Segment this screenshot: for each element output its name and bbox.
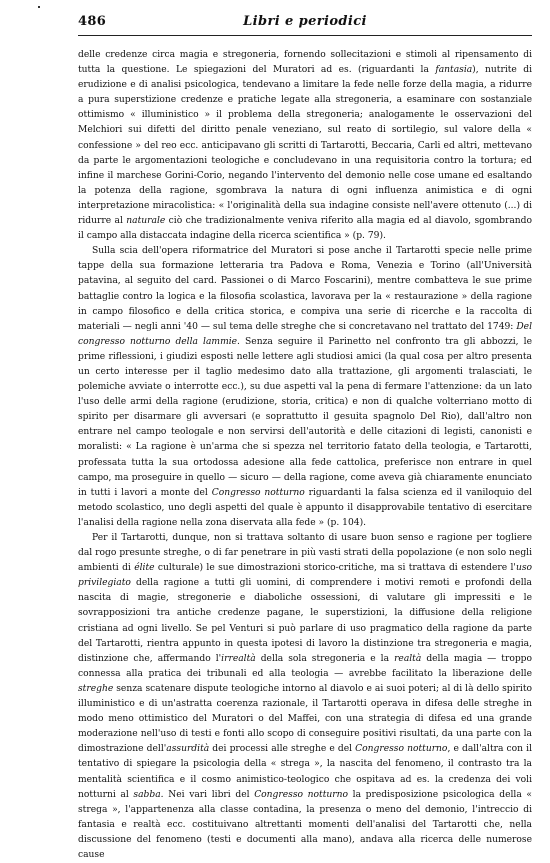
text-run: culturale) le sue dimostrazioni storico-critiche, ma si trattava di estendere l' bbox=[154, 563, 516, 574]
page-header bbox=[78, 14, 532, 34]
header-rule bbox=[78, 35, 532, 36]
text-run: Sulla scia dell'opera riformatrice del Muratori si pose anche il Tartarotti specie nelle prime tappe della sua formazione letteraria tra Padova e Roma, Venezia e Torino (all'Università patavina, al seguito del card. Passionei o di Marco Foscarini), mentre combatteva le sue prime battaglie contro la logica e la filosofia scolastica, lavorava per la « restaurazione » della ragione in campo filosofico e della critica storica, e compiva una serie di ricerche e la raccolta di materiali — negli anni '40 — sul tema delle streghe che si concretavano nel trattato del 1749: bbox=[78, 246, 532, 332]
text-run: ciò che tradizionalmente veniva riferito alla magia ed al diavolo, sgombrando il campo alla distaccata indagine della ricerca scientifica » (p. 79). bbox=[78, 216, 532, 242]
italic-text: naturale bbox=[126, 216, 166, 227]
article-body bbox=[78, 48, 532, 863]
italic-text: élite bbox=[134, 563, 155, 574]
paragraph bbox=[78, 48, 532, 244]
italic-text: Del congresso notturno della lammie bbox=[78, 321, 532, 347]
italic-text: realtà bbox=[394, 653, 422, 664]
text-run: . Senza seguire il Parinetto nel confronto tra gli abbozzi, le prime riflessioni, i giudizi esposti nelle lettere agli studiosi amici (la qual cosa per altro presenta un certo interesse per il taglio medesimo dato alla trattazione, gli argomenti tralasciati, le polemiche avviate o interrotte ecc.), su due aspetti val la pena di fermare l'attenzione: da un lato l'uso delle armi della ragione (erudizione, storia, critica) e non di qualche volterriano motto di spirito per disarmare gli avversari (e soprattutto il gesuita spagnolo Del Rio), dall'altro non entrare nel campo teologale e non servirsi dell'autorità e delle citazioni di legisti, canonisti e moralisti: « La ragione è un'arma che si spezza nel territorio fatato della teologia, e Tartarotti, professata tutta la sua ortodossa adesione alla fede cattolica, preferisce non entrare in quel campo, ma proseguire in quello — sicuro — della ragione, come aveva già chiaramente enunciato in tutti i lavori a monte del bbox=[78, 336, 532, 498]
text-run: della sola stregoneria e la bbox=[255, 653, 395, 664]
paragraph bbox=[78, 244, 532, 531]
italic-text: Congresso notturno bbox=[254, 789, 348, 800]
text-run: senza scatenare dispute teologiche intorno al diavolo e ai suoi poteri; al di là dello spirito illuministico e di un'astratta coerenza razionale, il Tartarotti operava in difesa delle streghe in modo meno ottimistico del Muratori o del Maffei, con una strategia di difesa ed una grande moderazione nell'uso di testi e fonti allo scopo di conseguire positivi risultati, da una parte con la dimostrazione dell' bbox=[78, 683, 532, 755]
italic-text: uso privilegiato bbox=[78, 563, 532, 589]
print-speck bbox=[38, 6, 40, 8]
text-run: riguardanti la falsa scienza ed il vaniloquio del metodo scolastico, uno degli aspetti del quale è appunto il disapprovabile tentativo di esercitare l'analisi della ragione nella zona diservata alla fede » (p. 104). bbox=[78, 487, 533, 528]
page-number: 486 bbox=[78, 14, 107, 29]
text-run: Per il Tartarotti, dunque, non si trattava soltanto di usare buon senso e ragione per togliere dal rogo presunte streghe, o di far penetrare in più vasti strati della popolazione (e non solo negli ambienti di bbox=[78, 533, 532, 574]
italic-text: assurdità bbox=[166, 744, 210, 755]
italic-text: Congresso notturno bbox=[355, 744, 448, 755]
text-run: ), nutrite di erudizione e di analisi psicologica, tendevano a limitare la fede nelle forze della magia, a ridurre a pura superstizione credenze e pratiche legate alla stregoneria, a esaminare con sostanziale ottimismo « illuministico » il problema della stregoneria; analogamente le osservazioni del Melchiori sui difetti del diritto penale veneziano, sul reato di sortilegio, sul valore della « confessione » del reo ecc. anticipavano gli scritti di Tartarotti, Beccaria, Carli ed altri, mettevano da parte le argomentazioni teologiche e concludevano in una requisitoria contro la tortura; ed infine il marchese Gorini-Corio, negando l'intervento del demonio nelle cose umane ed esaltando la potenza della ragione, sgombrava la natura di ogni influenza animistica e di ogni interpretazione miracolistica: « l'originalità della sua indagine consiste nell'avere ottenuto (...) di ridurre al bbox=[78, 65, 533, 227]
text-run: delle credenze circa magia e stregoneria, fornendo sollecitazioni e stimoli al ripensamento di tutta la questione. Le spiegazioni del Muratori ad es. (riguardanti la bbox=[78, 50, 532, 76]
text-run: della ragione a tutti gli uomini, di comprendere i motivi remoti e profondi della nascita di magie, stregonerie e diaboliche ossessioni, di valutare gli impressiti e le sovrapposizioni tra antiche credenze pagane, le superstizioni, la diffusione della religione cristiana ad ogni livello. Se pel Venturi si può parlare di uso pragmatico della ragione da parte del Tartarotti, rientra appunto in questa ipotesi di lavoro la distinzione tra stregoneria e magia, distinzione che, affermando l' bbox=[78, 578, 532, 664]
italic-text: fantasia bbox=[435, 65, 473, 76]
text-run: dei processi alle streghe e del bbox=[209, 744, 356, 755]
text-run: la predisposizione psicologica della « strega », l'appartenenza alla classe contadina, la presenza o meno del demonio, l'intreccio di fantasia e realtà ecc. costituivano altrettanti momenti dell'analisi del Tartarotti che, nella discussione del fenomeno (testi e documenti alla mano), andava alla ricerca delle numerose cause bbox=[78, 789, 532, 860]
italic-text: streghe bbox=[78, 683, 114, 694]
italic-text: sabba bbox=[133, 789, 161, 800]
paragraph bbox=[78, 531, 532, 863]
text-run: . Nei vari libri del bbox=[160, 789, 255, 800]
text-run: della magia — troppo connessa alla pratica dei tribunali ed alla teologia — avrebbe facilitato la liberazione delle bbox=[78, 653, 533, 679]
text-run: , e dall'altra con il tentativo di spiegare la psicologia della « strega », la nascita del fenomeno, il contrasto tra la mentalità scientifica e il cosmo animistico-teologico che ospitava ad es. la credenza dei voli notturni al bbox=[78, 744, 532, 800]
running-title: Libri e periodici bbox=[243, 14, 367, 29]
italic-text: irrealtà bbox=[221, 653, 256, 664]
italic-text: Congresso notturno bbox=[211, 487, 305, 498]
